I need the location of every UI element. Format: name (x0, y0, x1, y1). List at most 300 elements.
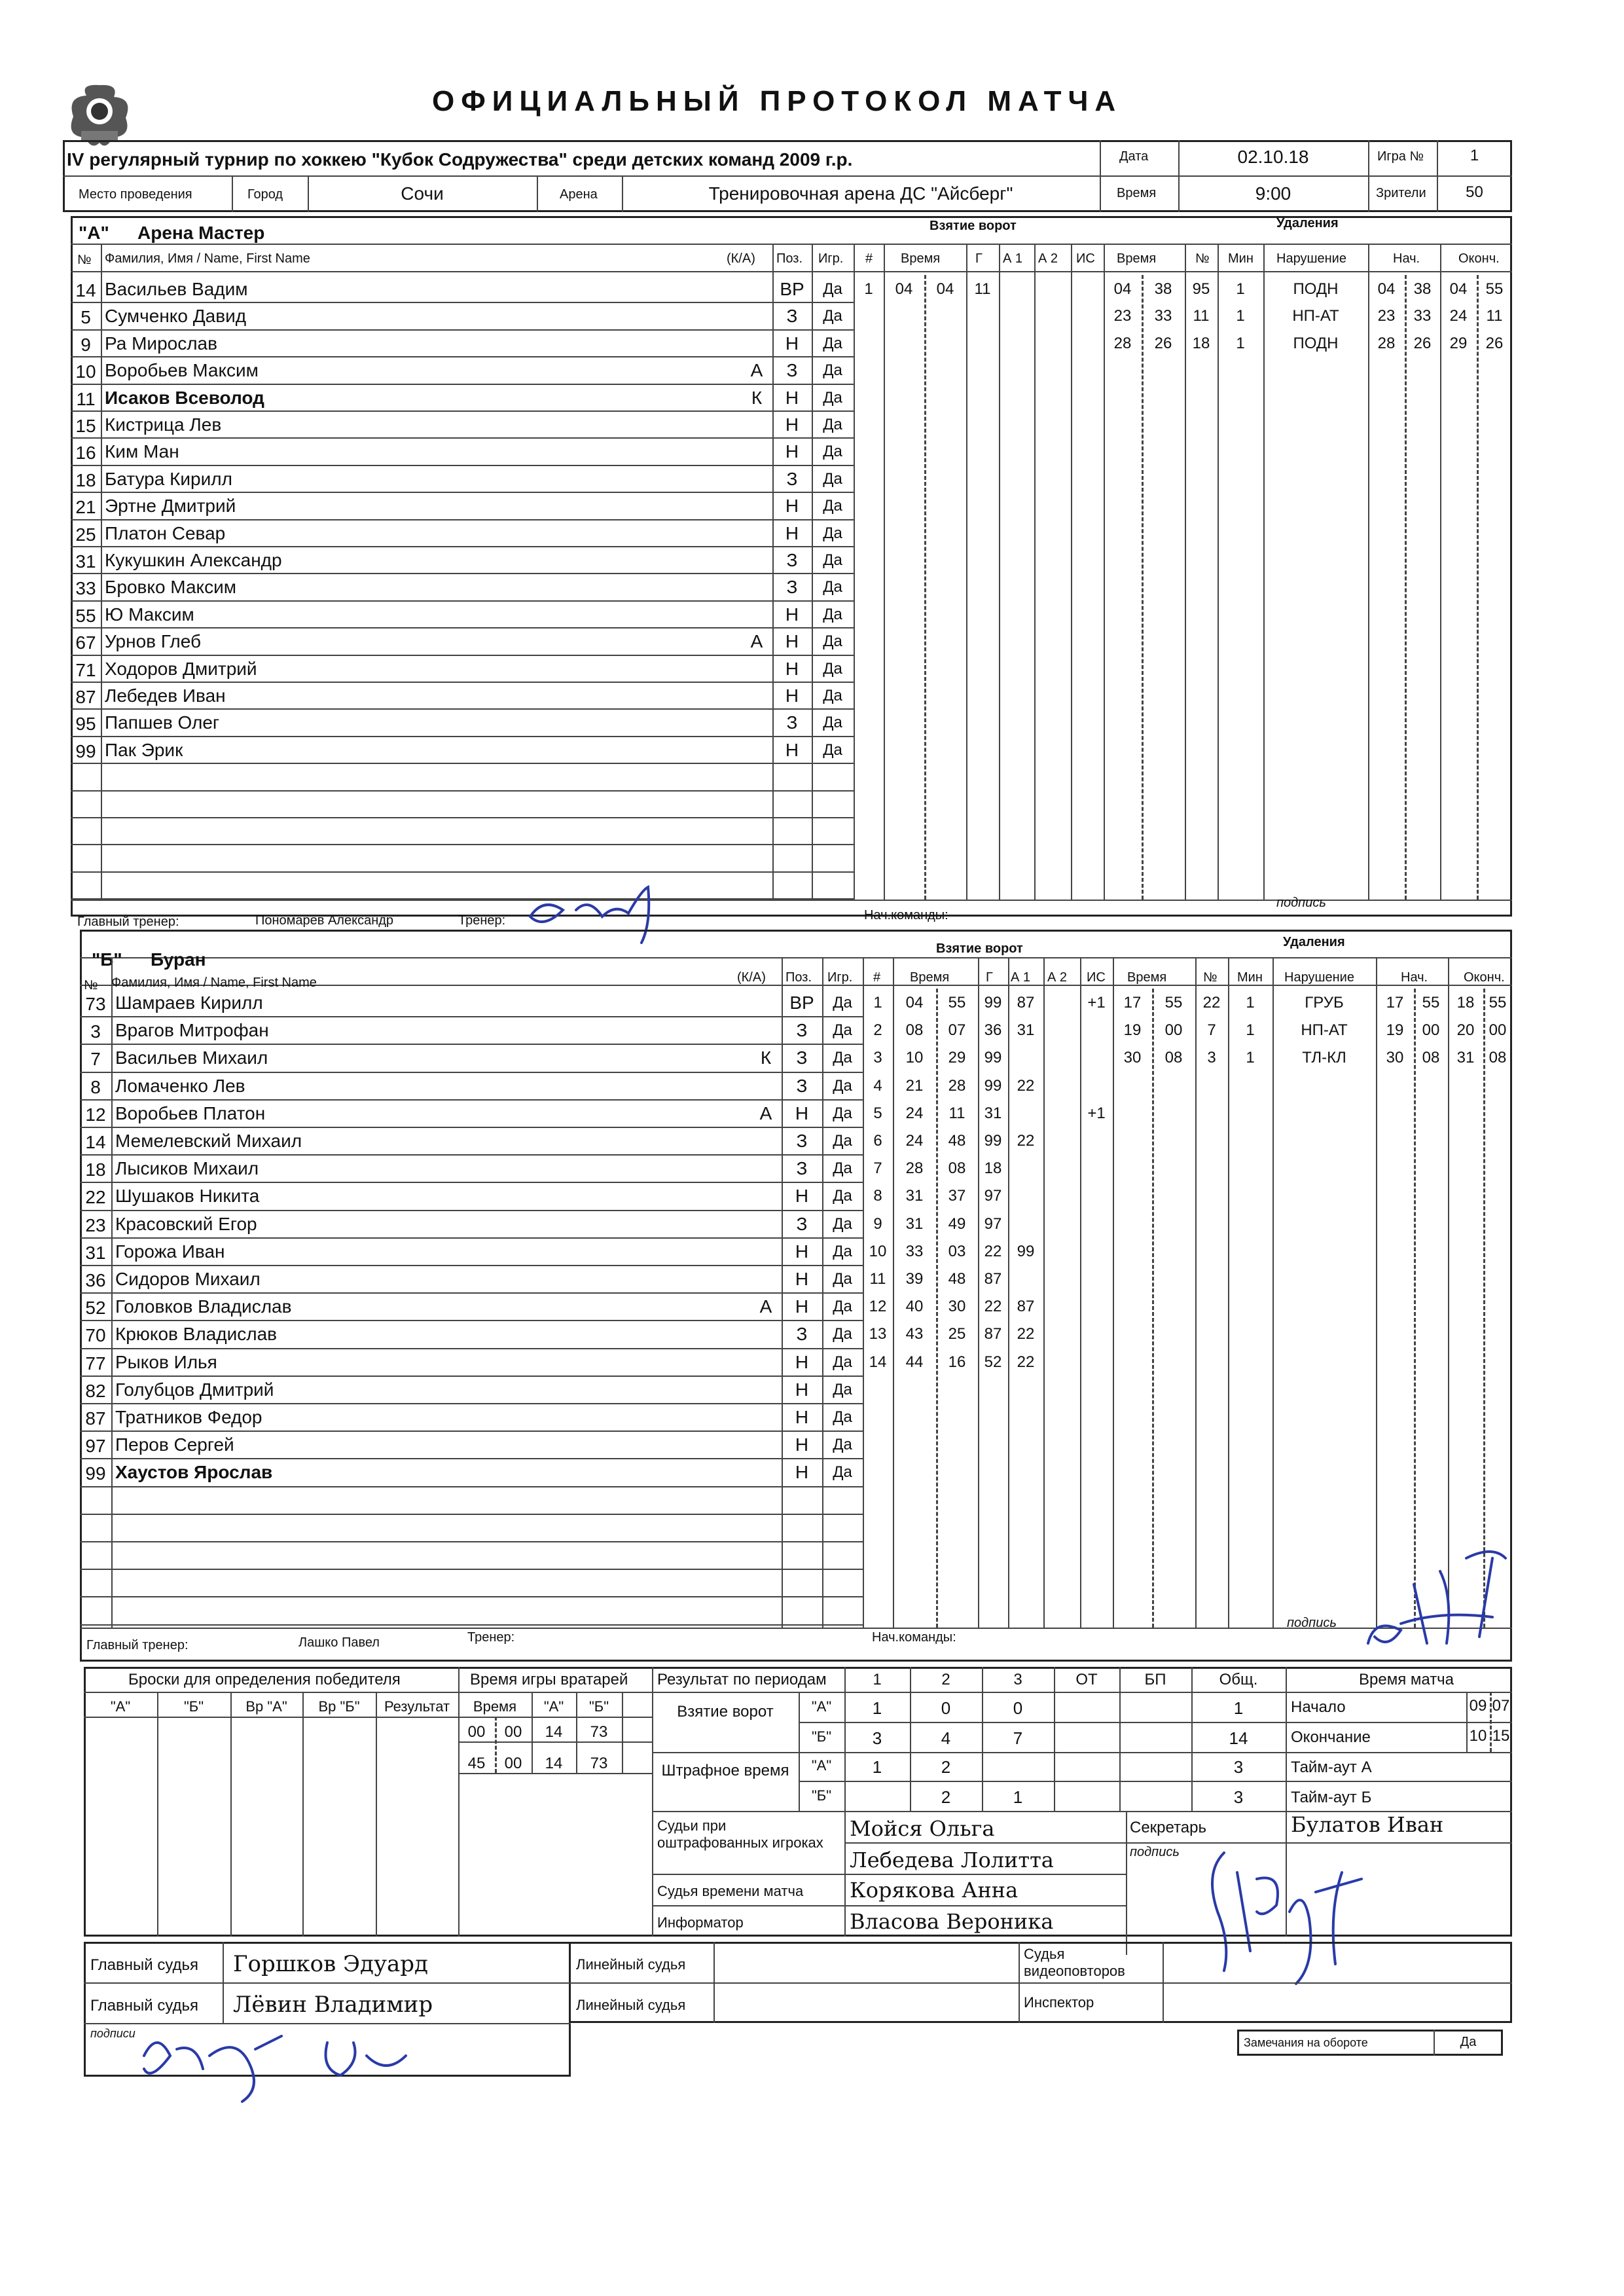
team-b-player-number: 97 (85, 1436, 106, 1457)
team-b-player-name: Шушаков Никита (115, 1186, 260, 1207)
team-b-goal-second: 08 (948, 1159, 966, 1178)
team-a-penalty-second: 33 (1154, 307, 1172, 325)
team-a-player-name: Васильев Вадим (105, 279, 248, 299)
team-b-penalty-minute: 17 (1123, 994, 1142, 1011)
team-a-player-name: Эртне Дмитрий (105, 496, 236, 517)
gk-row-second: 00 (504, 1755, 522, 1772)
team-a-col-goal-a2: А 2 (1038, 251, 1058, 266)
team-a-penalties-title: Удаления (1276, 216, 1339, 230)
team-b-goal-scorer: 97 (984, 1214, 1002, 1233)
team-b-player-number: 18 (85, 1159, 106, 1180)
team-b-player-role: А (759, 1296, 772, 1317)
pim-team-b-value: 2 (941, 1787, 951, 1807)
team-b-penalty-player: 7 (1207, 1021, 1216, 1040)
team-b-col-goal-a1: А 1 (1011, 970, 1031, 985)
team-b-head-coach: Лашко Павел (298, 1635, 380, 1650)
team-a-player-played: Да (823, 280, 842, 298)
team-b-goal-scorer: 36 (984, 1021, 1002, 1040)
team-a-player-name: Сумченко Давид (105, 306, 247, 327)
team-b-player-name: Воробьев Платон (115, 1102, 266, 1123)
referee-signatures-label: подписи (90, 2027, 135, 2040)
team-a-penalty-minutes: 1 (1236, 334, 1245, 352)
team-a-col-pos: Поз. (776, 251, 803, 266)
team-a-penalty-start-sec: 33 (1413, 307, 1432, 325)
team-a-player-position: З (786, 577, 798, 598)
team-a-player-position: Н (785, 441, 799, 462)
team-b-goal-second: 49 (948, 1214, 966, 1233)
team-b-goal-assist-1: 22 (1017, 1132, 1035, 1150)
spectators-value: 50 (1466, 183, 1483, 201)
team-b-col-played: Игр. (827, 970, 853, 985)
team-b-penalty-end-sec: 00 (1489, 1021, 1507, 1040)
team-a-player-name: Ходоров Дмитрий (105, 658, 257, 679)
team-a-col-ka: (К/А) (727, 251, 755, 266)
team-a-col-name: Фамилия, Имя / Name, First Name (105, 251, 310, 266)
team-b-goal-number: 10 (869, 1242, 887, 1260)
chief-referee-label-2: Главный судья (90, 1997, 199, 2014)
team-b-goal-minute: 43 (905, 1325, 924, 1343)
team-a-player-number: 18 (75, 469, 96, 490)
team-b-player-played: Да (833, 1408, 852, 1426)
match-start-minute: 07 (1492, 1697, 1510, 1715)
team-a-player-role: К (751, 387, 763, 408)
pim-team-a-value: 1 (872, 1757, 882, 1777)
team-a-penalty-violation: ПОДН (1293, 280, 1339, 298)
team-b-player-position: Н (795, 1407, 809, 1427)
remarks-label: Замечания на обороте (1244, 2036, 1368, 2049)
inspector-label: Инспектор (1024, 1994, 1094, 2011)
team-a-penalty-minute: 28 (1113, 334, 1132, 352)
team-b-col-ka: (К/А) (737, 970, 766, 985)
team-a-player-number: 16 (75, 443, 96, 464)
chief-referee-1: Горшков Эдуард (233, 1951, 428, 1977)
team-b-col-pen-time: Время (1127, 970, 1167, 985)
team-b-col-goal-num: # (873, 970, 881, 985)
page-title: ОФИЦИАЛЬНЫЙ ПРОТОКОЛ МАТЧА (432, 85, 1123, 117)
team-a-player-position: З (786, 712, 798, 733)
team-a-player-name: Кистрица Лев (105, 414, 222, 435)
team-b-goal-scorer: 99 (984, 994, 1002, 1011)
team-b-col-pen-num: № (1203, 970, 1218, 985)
timekeeper: Корякова Анна (850, 1878, 1019, 1903)
team-b-penalties-title: Удаления (1283, 935, 1345, 949)
team-a-player-name: Ра Мирослав (105, 333, 217, 354)
team-a-player-number: 9 (81, 334, 91, 355)
team-a-col-goal-time: Время (901, 251, 941, 266)
team-b-player-number: 52 (85, 1298, 106, 1319)
team-b-player-number: 14 (85, 1132, 106, 1152)
pim-team-a-value: 2 (941, 1757, 951, 1777)
team-b-player-name: Мемелевский Михаил (115, 1131, 302, 1151)
team-b-player-played: Да (833, 1270, 852, 1288)
team-b-col-pos: Поз. (785, 970, 812, 985)
team-b-goal-scorer: 87 (984, 1270, 1002, 1288)
team-a-player-position: Н (785, 496, 799, 517)
team-a-penalty-end-sec: 11 (1486, 307, 1503, 325)
team-b-goal-minute: 24 (905, 1104, 924, 1122)
team-b-player-played: Да (833, 1463, 852, 1482)
team-a-penalty-end-sec: 26 (1485, 334, 1504, 352)
team-b-player-name: Врагов Митрофан (115, 1020, 269, 1041)
shootout-title: Броски для определения победителя (128, 1671, 401, 1688)
team-b-col-num: № (84, 978, 98, 993)
period-column-header: БП (1144, 1671, 1166, 1688)
team-a-penalty-start-sec: 38 (1413, 280, 1432, 298)
team-b-goal-number: 12 (869, 1298, 887, 1316)
team-b-coach-label: Тренер: (467, 1630, 515, 1645)
team-b-player-position: З (796, 1048, 808, 1068)
penalty-judge-1: Мойся Ольга (850, 1816, 995, 1841)
city-value: Сочи (401, 183, 444, 204)
team-a-col-goal-a1: А 1 (1003, 251, 1023, 266)
team-b-penalty-second: 08 (1164, 1049, 1183, 1067)
team-a-player-position: З (786, 306, 798, 327)
team-a-player-position: Н (785, 333, 799, 354)
match-start-hour: 09 (1469, 1697, 1487, 1715)
team-b-player-role: К (760, 1048, 772, 1068)
team-a-player-position: Н (785, 631, 799, 652)
team-a-player-played: Да (823, 740, 842, 759)
team-a-penalty-second: 38 (1154, 280, 1172, 298)
team-a-player-played: Да (823, 388, 842, 407)
penalty-judges-label: Судьи при оштрафованных игроках (657, 1817, 823, 1851)
match-end-minute: 15 (1492, 1727, 1510, 1745)
team-b-player-played: Да (833, 1159, 852, 1178)
team-b-penalty-violation: ТЛ-КЛ (1302, 1049, 1346, 1067)
date-label: Дата (1119, 149, 1149, 164)
shootout-column-header: Вр "Б" (318, 1698, 360, 1715)
period-column-header: ОТ (1075, 1671, 1098, 1688)
team-a-player-number: 15 (75, 416, 96, 436)
team-a-player-played: Да (823, 334, 842, 352)
team-a-player-role: А (750, 360, 763, 381)
gk-row-second: 00 (504, 1723, 522, 1741)
team-a-player-name: Платон Севар (105, 522, 226, 543)
team-a-col-pen-time: Время (1117, 251, 1157, 266)
team-a-player-number: 33 (75, 578, 96, 599)
team-b-goal-assist-1: 22 (1017, 1076, 1035, 1095)
team-b-player-number: 70 (85, 1325, 106, 1346)
team-b-goal-assist-1: 22 (1017, 1353, 1035, 1371)
team-b-penalty-start-min: 30 (1386, 1049, 1404, 1067)
team-b-player-played: Да (833, 1104, 852, 1122)
team-a-penalty-end-sec: 55 (1485, 280, 1504, 298)
team-b-player-name: Сидоров Михаил (115, 1269, 261, 1289)
team-b-captain-label: Нач.команды: (872, 1630, 956, 1645)
city-label: Город (247, 187, 283, 202)
team-a-penalty-violation: НП-АТ (1292, 307, 1339, 325)
team-b-player-role: А (759, 1102, 772, 1123)
team-b-penalty-violation: ГРУБ (1305, 994, 1344, 1011)
team-a-player-name: Бровко Максим (105, 577, 236, 598)
gk-row-minute: 45 (467, 1755, 486, 1772)
team-a-penalty-player: 11 (1193, 307, 1210, 325)
team-b-goal-number: 7 (873, 1159, 882, 1178)
goals-team-b-label: "Б" (811, 1728, 832, 1745)
team-b-goal-minute: 40 (905, 1298, 924, 1316)
team-a-player-played: Да (823, 551, 842, 569)
team-a-player-position: Н (785, 414, 799, 435)
team-a-player-number: 14 (75, 280, 96, 301)
match-time-title: Время матча (1359, 1671, 1454, 1688)
team-b-player-position: З (796, 1020, 808, 1041)
team-b-goal-number: 2 (873, 1021, 882, 1040)
team-a-player-played: Да (823, 416, 842, 433)
team-b-penalty-minutes: 1 (1246, 1049, 1255, 1067)
team-b-penalty-end-min: 20 (1456, 1021, 1475, 1040)
team-b-goal-number: 13 (869, 1325, 887, 1343)
team-a-player-position: Н (785, 387, 799, 408)
team-b-player-number: 23 (85, 1214, 106, 1235)
team-a-player-number: 11 (76, 388, 96, 409)
team-b-letter: "Б" (92, 949, 122, 970)
team-b-player-position: Н (795, 1351, 809, 1372)
team-b-goal-scorer: 22 (984, 1242, 1002, 1260)
timekeeper-label: Судья времени матча (657, 1883, 804, 1899)
team-b-goal-minute: 08 (905, 1021, 924, 1040)
informer-label: Информатор (657, 1914, 744, 1931)
team-b-goal-scorer: 87 (984, 1325, 1002, 1343)
team-a-penalty-end-min: 04 (1449, 280, 1468, 298)
team-b-penalty-start-sec: 00 (1422, 1021, 1440, 1040)
team-b-goal-minute: 33 (905, 1242, 924, 1260)
penalty-judge-2: Лебедева Лолитта (850, 1848, 1054, 1872)
team-b-goal-number: 6 (873, 1132, 882, 1150)
match-end-label: Окончание (1291, 1728, 1371, 1746)
team-a-player-number: 87 (75, 687, 96, 707)
pim-team-b-value: 3 (1233, 1787, 1244, 1807)
team-b-col-pen-end: Оконч. (1464, 970, 1505, 985)
team-a-player-played: Да (823, 605, 842, 623)
team-b-goal-second: 16 (948, 1353, 966, 1371)
team-b-col-goal-is: ИС (1087, 970, 1106, 985)
team-a-letter: "А" (79, 223, 109, 243)
team-a-goal-scorer: 11 (974, 280, 991, 298)
secretary: Булатов Иван (1291, 1812, 1444, 1837)
team-b-goal-scorer: 52 (984, 1353, 1002, 1371)
team-b-player-played: Да (833, 1214, 852, 1233)
goals-row-label: Взятие ворот (677, 1703, 774, 1721)
team-a-goals-title: Взятие ворот (929, 219, 1017, 233)
team-b-player-name: Горожа Иван (115, 1241, 225, 1262)
team-b-player-name: Шамраев Кирилл (115, 993, 263, 1013)
team-b-goal-second: 48 (948, 1132, 966, 1150)
team-a-player-played: Да (823, 443, 842, 461)
team-b-name: Буран (151, 949, 206, 970)
gk-row-minute: 00 (467, 1723, 486, 1741)
team-a-player-position: Н (785, 658, 799, 679)
team-a-player-played: Да (823, 497, 842, 515)
team-a-penalty-start-min: 28 (1377, 334, 1396, 352)
period-column-header: 2 (941, 1671, 950, 1688)
goals-team-a-value: 0 (1013, 1698, 1023, 1718)
team-b-penalty-minutes: 1 (1246, 1021, 1255, 1040)
team-b-goal-second: 37 (948, 1187, 966, 1205)
team-b-player-played: Да (833, 1353, 852, 1371)
team-a-penalty-minutes: 1 (1236, 307, 1245, 325)
team-b-goal-minute: 28 (905, 1159, 924, 1178)
team-b-col-pen-min: Мин (1237, 970, 1263, 985)
team-a-player-played: Да (823, 361, 842, 380)
team-b-player-name: Крюков Владислав (115, 1324, 278, 1345)
team-a-player-number: 95 (75, 714, 96, 735)
goals-team-b-value: 14 (1229, 1728, 1248, 1748)
gk-col-b: "Б" (588, 1698, 609, 1715)
team-b-goal-assist-1: 31 (1017, 1021, 1035, 1040)
team-b-penalty-minutes: 1 (1246, 994, 1255, 1011)
team-a-player-number: 5 (81, 307, 91, 328)
team-b-goal-scorer: 22 (984, 1298, 1002, 1316)
team-b-player-position: Н (795, 1434, 809, 1455)
team-a-player-number: 10 (75, 361, 96, 382)
team-a-goal-minute: 04 (895, 280, 913, 298)
team-a-goal-number: 1 (864, 280, 873, 298)
referee-signatures (131, 2016, 432, 2108)
goals-team-b-value: 7 (1013, 1728, 1023, 1748)
team-b-player-name: Ломаченко Лев (115, 1075, 245, 1096)
team-a-player-number: 67 (75, 632, 96, 653)
team-b-player-position: Н (795, 1269, 809, 1289)
team-b-goal-minute: 21 (905, 1076, 924, 1095)
period-column-header: 3 (1013, 1671, 1022, 1688)
team-b-col-pen-viol: Нарушение (1284, 970, 1354, 985)
team-a-player-number: 55 (75, 605, 96, 626)
team-a-coach-label: Тренер: (458, 913, 506, 928)
team-a-player-number: 99 (75, 740, 96, 761)
team-b-goal-scorer: 99 (984, 1049, 1002, 1067)
team-b-player-played: Да (833, 1049, 852, 1067)
team-b-player-played: Да (833, 1298, 852, 1316)
team-b-penalty-player: 22 (1202, 994, 1221, 1011)
remarks-value: Да (1460, 2035, 1477, 2049)
pim-team-a-value: 3 (1233, 1757, 1244, 1777)
team-a-player-position: Н (785, 604, 799, 625)
team-a-col-played: Игр. (818, 251, 844, 266)
team-a-penalty-violation: ПОДН (1293, 334, 1339, 352)
team-b-goal-number: 8 (873, 1187, 882, 1205)
team-b-goal-second: 28 (948, 1076, 966, 1095)
team-b-player-position: З (796, 1158, 808, 1179)
team-a-player-played: Да (823, 307, 842, 325)
timeout-a-label: Тайм-аут А (1291, 1758, 1372, 1776)
team-a-col-goal-g: Г (975, 251, 983, 266)
team-a-player-number: 21 (75, 497, 96, 518)
team-a-col-pen-min: Мин (1228, 251, 1254, 266)
team-b-col-goal-g: Г (986, 970, 993, 985)
team-b-penalty-violation: НП-АТ (1301, 1021, 1348, 1040)
team-a-penalty-minute: 04 (1113, 280, 1132, 298)
team-b-player-played: Да (833, 1436, 852, 1454)
team-b-goal-minute: 10 (905, 1049, 924, 1067)
team-b-player-number: 87 (85, 1408, 106, 1429)
gk-row-goalie-b: 73 (590, 1755, 608, 1772)
team-b-player-name: Васильев Михаил (115, 1048, 268, 1068)
team-a-player-number: 31 (75, 551, 96, 572)
team-b-player-played: Да (833, 1380, 852, 1398)
team-b-goal-number: 5 (873, 1104, 882, 1122)
shootout-column-header: Вр "А" (245, 1698, 287, 1715)
informer: Власова Вероника (850, 1909, 1054, 1934)
team-b-col-goal-time: Время (910, 970, 950, 985)
team-b-goals-title: Взятие ворот (936, 941, 1023, 956)
pim-team-b-label: "Б" (811, 1787, 832, 1804)
goals-team-b-value: 3 (872, 1728, 882, 1748)
team-b-col-pen-start: Нач. (1401, 970, 1428, 985)
gk-col-a: "А" (543, 1698, 564, 1715)
team-a-player-name: Исаков Всеволод (105, 387, 264, 408)
team-b-penalty-end-min: 18 (1456, 994, 1475, 1011)
team-a-penalty-minutes: 1 (1236, 280, 1245, 298)
team-b-goal-minute: 44 (905, 1353, 924, 1371)
team-b-player-name: Перов Сергей (115, 1434, 234, 1455)
team-b-goal-number: 11 (869, 1270, 886, 1288)
date-value: 02.10.18 (1237, 147, 1309, 167)
team-a-player-played: Да (823, 632, 842, 651)
team-a-player-played: Да (823, 687, 842, 704)
team-b-goal-second: 29 (948, 1049, 966, 1067)
linesman-label-2: Линейный судья (576, 1997, 686, 2013)
team-a-col-goal-num: # (865, 251, 873, 266)
team-a-player-name: Воробьев Максим (105, 360, 259, 381)
team-b-player-name: Тратников Федор (115, 1407, 262, 1427)
team-b-signature-label: подпись (1287, 1616, 1337, 1630)
team-b-goal-scorer: 18 (984, 1159, 1002, 1178)
goals-team-a-label: "А" (811, 1698, 832, 1715)
secretary-signature-label: подпись (1130, 1845, 1180, 1859)
team-b-player-number: 3 (90, 1021, 101, 1042)
team-a-col-goal-is: ИС (1076, 251, 1095, 266)
team-a-player-role: А (750, 631, 763, 652)
gk-row-goalie-a: 14 (545, 1755, 563, 1772)
team-b-goal-second: 30 (948, 1298, 966, 1316)
team-b-player-name: Хаустов Ярослав (115, 1462, 273, 1483)
team-b-player-played: Да (833, 1132, 852, 1150)
team-b-player-name: Лысиков Михаил (115, 1158, 259, 1179)
team-b-player-position: З (796, 1213, 808, 1234)
team-b-penalty-end-sec: 55 (1489, 994, 1507, 1011)
game-value: 1 (1470, 147, 1479, 164)
team-b-goal-scorer: 99 (984, 1076, 1002, 1095)
team-a-penalty-player: 18 (1192, 334, 1210, 352)
team-b-player-name: Голубцов Дмитрий (115, 1379, 274, 1400)
chief-referee-2: Лёвин Владимир (233, 1992, 433, 2018)
pim-team-a-label: "А" (811, 1757, 832, 1774)
team-b-goal-second: 07 (948, 1021, 966, 1040)
team-a-player-name: Ким Ман (105, 441, 179, 462)
team-a-col-num: № (77, 253, 92, 267)
goals-team-a-value: 1 (872, 1698, 882, 1718)
team-b-penalty-minute: 30 (1123, 1049, 1142, 1067)
team-a-penalty-second: 26 (1154, 334, 1172, 352)
team-b-player-name: Рыков Илья (115, 1351, 217, 1372)
team-b-goal-second: 55 (948, 994, 966, 1011)
time-value: 9:00 (1255, 183, 1291, 204)
team-b-penalty-start-sec: 55 (1422, 994, 1440, 1011)
team-b-player-position: ВР (789, 993, 814, 1013)
team-a-head-coach: Пономарев Александр (255, 913, 394, 928)
team-b-goal-scorer: 31 (984, 1104, 1002, 1122)
team-b-penalty-end-min: 31 (1456, 1049, 1475, 1067)
period-column-header: 1 (873, 1671, 882, 1688)
gk-row-goalie-b: 73 (590, 1723, 608, 1741)
team-b-col-name: Фамилия, Имя / Name, First Name (111, 975, 317, 990)
team-a-penalty-start-sec: 26 (1413, 334, 1432, 352)
team-a-penalty-start-min: 04 (1377, 280, 1396, 298)
team-b-player-name: Головков Владислав (115, 1296, 292, 1317)
team-a-col-pen-num: № (1195, 251, 1210, 266)
team-b-goal-minute: 31 (905, 1214, 924, 1233)
team-b-player-played: Да (833, 1021, 852, 1040)
